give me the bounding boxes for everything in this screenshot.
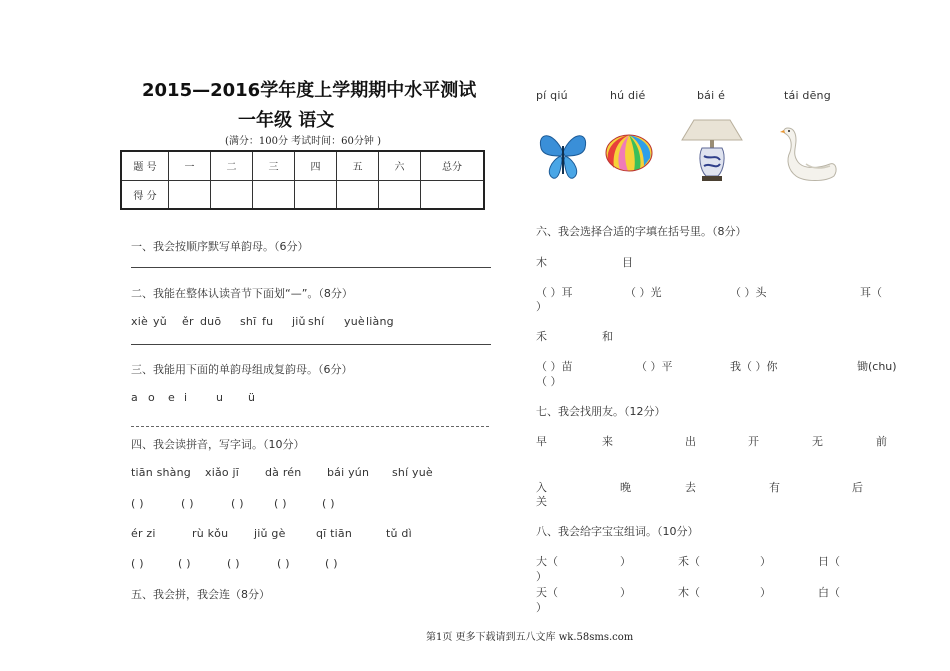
score-header-cell: 总分	[421, 151, 485, 180]
q2-pinyin-4: duō	[200, 315, 222, 328]
q4-pinyin: bái yún	[327, 466, 370, 479]
q3-letter-o: o	[148, 391, 155, 404]
q7-char[interactable]: 出	[685, 435, 696, 448]
answer-paren[interactable]: ( )	[227, 557, 240, 570]
lamp-image[interactable]	[680, 116, 744, 184]
score-header-cell: 三	[253, 151, 295, 180]
q6-blank[interactable]: 我（ ）你	[730, 360, 778, 373]
q6-char-option: 目	[622, 256, 633, 269]
q8-blank-tail: ）	[536, 601, 547, 614]
score-input-cell[interactable]	[337, 180, 379, 209]
pinyin-label: hú dié	[610, 89, 646, 102]
pinyin-label: pí qiú	[536, 89, 568, 102]
q2-pinyin-3: ěr	[182, 315, 194, 328]
question-3: 三、我能用下面的单韵母组成复韵母。（6分）	[131, 363, 353, 376]
q6-blank[interactable]: （ ）苗	[536, 360, 573, 373]
q2-pinyin-8: shí	[308, 315, 325, 328]
q3-letter-u: u	[216, 391, 224, 404]
pinyin-label: tái dēng	[784, 89, 831, 102]
q4-pinyin: shí yuè	[392, 466, 433, 479]
ball-image[interactable]	[604, 132, 654, 174]
q8-blank[interactable]: 日（	[818, 555, 840, 568]
q2-pinyin-2: yǔ	[153, 315, 167, 328]
q3-letter-a: a	[131, 391, 138, 404]
q8-blank: ）	[760, 586, 771, 599]
q7-char[interactable]: 后	[852, 481, 863, 494]
butterfly-image[interactable]	[535, 126, 591, 182]
score-input-cell[interactable]	[211, 180, 253, 209]
q8-blank[interactable]: 天（	[536, 586, 558, 599]
score-input-cell[interactable]	[295, 180, 337, 209]
q4-pinyin: tiān shàng	[131, 466, 191, 479]
answer-paren[interactable]: ( )	[181, 497, 194, 510]
q7-char[interactable]: 开	[748, 435, 759, 448]
q8-blank[interactable]: 白（	[818, 586, 840, 599]
answer-paren[interactable]: ( )	[322, 497, 335, 510]
answer-paren[interactable]: ( )	[277, 557, 290, 570]
grade-subject: 一年级 语文	[238, 110, 335, 131]
q7-char[interactable]: 无	[812, 435, 823, 448]
q8-blank[interactable]: 禾（	[678, 555, 700, 568]
score-header-cell: 四	[295, 151, 337, 180]
q4-pinyin: jiǔ gè	[254, 527, 286, 540]
question-4: 四、我会读拼音，写字词。（10分）	[131, 438, 305, 451]
answer-line[interactable]	[131, 267, 491, 268]
q3-letter-e: e	[168, 391, 175, 404]
pinyin-label: bái é	[697, 89, 726, 102]
score-table	[120, 150, 485, 210]
q4-pinyin: qī tiān	[316, 527, 353, 540]
q3-letter-v: ü	[248, 391, 256, 404]
answer-paren[interactable]: ( )	[274, 497, 287, 510]
answer-paren[interactable]: ( )	[131, 557, 144, 570]
page-footer: 第1页 更多下载请到五八文库 wk.58sms.com	[426, 632, 634, 643]
q8-blank[interactable]: 大（	[536, 555, 558, 568]
answer-line[interactable]	[131, 344, 491, 345]
q2-pinyin-9: yuè	[344, 315, 365, 328]
q6-blank[interactable]: （ ）耳	[536, 286, 573, 299]
q2-pinyin-6: fu	[262, 315, 274, 328]
score-header-cell: 题 号	[121, 151, 169, 180]
answer-paren[interactable]: ( )	[231, 497, 244, 510]
q8-blank: ）	[760, 555, 771, 568]
q6-char-option: 和	[602, 330, 613, 343]
answer-paren[interactable]: ( )	[131, 497, 144, 510]
q2-pinyin-10: liàng	[366, 315, 394, 328]
score-input-cell[interactable]	[421, 180, 485, 209]
q6-char-option: 木	[536, 256, 547, 269]
q6-blank[interactable]: （ ）头	[730, 286, 767, 299]
q4-pinyin: rù kǒu	[192, 527, 229, 540]
score-input-cell[interactable]	[379, 180, 421, 209]
q4-pinyin: tǔ dì	[386, 527, 412, 540]
answer-line-dashed[interactable]	[131, 426, 489, 427]
q7-char[interactable]: 晚	[620, 481, 631, 494]
q7-char[interactable]: 前	[876, 435, 887, 448]
score-input-cell[interactable]	[169, 180, 211, 209]
q6-blank-tail[interactable]: （ ）	[536, 375, 562, 388]
q6-blank[interactable]: 锄(chu)	[857, 360, 897, 373]
q2-pinyin-1: xiè	[131, 315, 148, 328]
q3-letter-i: i	[184, 391, 188, 404]
exam-info: (满分：100分 考试时间：60分钟 )	[225, 136, 381, 147]
q4-pinyin: xiǎo jī	[205, 466, 240, 479]
q2-pinyin-5: shī	[240, 315, 257, 328]
q6-blank[interactable]: （ ）平	[636, 360, 673, 373]
question-8: 八、我会给字宝宝组词。（10分）	[536, 525, 699, 538]
answer-paren[interactable]: ( )	[178, 557, 191, 570]
q2-pinyin-7: jiǔ	[292, 315, 306, 328]
goose-image[interactable]	[780, 124, 840, 184]
q8-blank-tail: ）	[536, 570, 547, 583]
q6-blank-tail: ）	[536, 300, 547, 313]
q7-char[interactable]: 去	[685, 481, 696, 494]
q7-char[interactable]: 关	[536, 495, 547, 508]
score-header-cell: 五	[337, 151, 379, 180]
q7-char[interactable]: 入	[536, 481, 547, 494]
score-header-cell: 二	[211, 151, 253, 180]
question-1: 一、我会按顺序默写单韵母。（6分）	[131, 240, 309, 253]
q7-char[interactable]: 有	[769, 481, 780, 494]
q7-char[interactable]: 来	[602, 435, 613, 448]
q8-blank: ）	[620, 586, 631, 599]
q4-pinyin: dà rén	[265, 466, 302, 479]
score-row-label: 得 分	[121, 180, 169, 209]
q7-char[interactable]: 早	[536, 435, 547, 448]
score-header-cell: 六	[379, 151, 421, 180]
q4-pinyin: ér zi	[131, 527, 156, 540]
answer-paren[interactable]: ( )	[325, 557, 338, 570]
q8-blank[interactable]: 木（	[678, 586, 700, 599]
q6-blank[interactable]: 耳（	[860, 286, 882, 299]
exam-title: 2015—2016学年度上学期期中水平测试	[142, 80, 477, 101]
q6-char-option: 禾	[536, 330, 547, 343]
score-input-cell[interactable]	[253, 180, 295, 209]
question-6: 六、我会选择合适的字填在括号里。（8分）	[536, 225, 747, 238]
question-2: 二、我能在整体认读音节下面划“—”。（8分）	[131, 287, 353, 300]
q8-blank: ）	[620, 555, 631, 568]
question-5: 五、我会拼，我会连（8分）	[131, 588, 270, 601]
q6-blank[interactable]: （ ）光	[625, 286, 662, 299]
question-7: 七、我会找朋友。（12分）	[536, 405, 666, 418]
score-header-cell: 一	[169, 151, 211, 180]
